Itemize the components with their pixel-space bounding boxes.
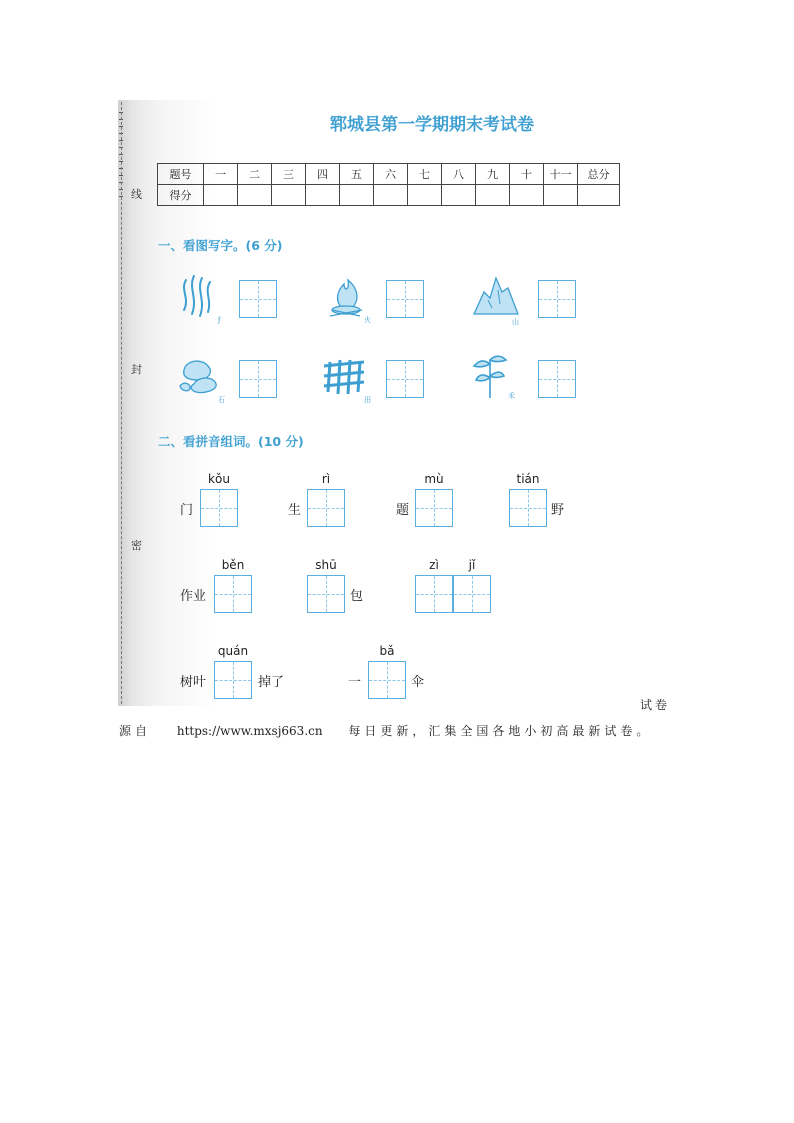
- footer-right-text: 试卷: [640, 698, 671, 712]
- column-header: 十: [510, 164, 544, 185]
- writing-grid[interactable]: [200, 489, 238, 527]
- binding-seal-char: 封: [131, 363, 142, 376]
- word-text: 一: [348, 675, 362, 690]
- score-cell[interactable]: [408, 185, 442, 206]
- source-url[interactable]: https://www.mxsj663.cn: [176, 724, 323, 738]
- writing-grid[interactable]: [538, 360, 576, 398]
- total-label: 总分: [578, 164, 620, 185]
- column-header: 十一: [544, 164, 578, 185]
- pinyin: tián: [516, 472, 540, 486]
- column-header: 五: [340, 164, 374, 185]
- binding-secret-char: 密: [131, 539, 142, 552]
- column-header: 三: [272, 164, 306, 185]
- writing-grid[interactable]: [509, 489, 547, 527]
- svg-text:田: 田: [364, 396, 371, 404]
- writing-grid[interactable]: [307, 575, 345, 613]
- word-text: 题: [396, 503, 410, 518]
- slogan: 每日更新，汇集全国各地小初高最新试卷。: [348, 724, 653, 738]
- svg-text:火: 火: [364, 316, 371, 324]
- score-cell[interactable]: [374, 185, 408, 206]
- word-text: 门: [180, 503, 194, 518]
- writing-grid[interactable]: [214, 661, 252, 699]
- source-label: 源自: [119, 724, 152, 738]
- score-label: 得分: [158, 185, 204, 206]
- writing-grid[interactable]: [307, 489, 345, 527]
- column-header: 八: [442, 164, 476, 185]
- column-header: 六: [374, 164, 408, 185]
- writing-grid[interactable]: [453, 575, 491, 613]
- wind-icon: [174, 270, 232, 328]
- field-icon: [320, 350, 378, 408]
- score-table-header-row: [158, 164, 620, 185]
- section-2-heading: 二、看拼音组词。(10 分): [158, 434, 304, 449]
- word-text: 野: [551, 503, 565, 518]
- seedling-icon: [468, 350, 526, 408]
- score-cell[interactable]: [340, 185, 374, 206]
- score-table-score-row: [158, 185, 620, 206]
- writing-grid[interactable]: [415, 489, 453, 527]
- pinyin: kǒu: [208, 472, 230, 486]
- score-cell[interactable]: [272, 185, 306, 206]
- stone-icon: [174, 350, 232, 408]
- pinyin: bǎ: [379, 644, 395, 658]
- score-cell[interactable]: [442, 185, 476, 206]
- total-score-cell[interactable]: [578, 185, 620, 206]
- score-cell[interactable]: [544, 185, 578, 206]
- pinyin: quán: [217, 644, 249, 658]
- word-text: 生: [288, 503, 302, 518]
- column-header: 二: [238, 164, 272, 185]
- writing-grid[interactable]: [239, 280, 277, 318]
- column-header: 四: [306, 164, 340, 185]
- section-1-heading: 一、看图写字。(6 分): [158, 238, 283, 253]
- binding-line-char: 线: [131, 188, 142, 201]
- score-table: [157, 163, 620, 206]
- score-cell[interactable]: [238, 185, 272, 206]
- column-header: 七: [408, 164, 442, 185]
- mountain-icon: [468, 270, 526, 328]
- binding-dashed-line: [121, 102, 122, 704]
- word-text: 掉了: [258, 675, 285, 690]
- column-header: 九: [476, 164, 510, 185]
- writing-grid[interactable]: [239, 360, 277, 398]
- score-cell[interactable]: [204, 185, 238, 206]
- pinyin: běn: [221, 558, 245, 572]
- svg-text:石: 石: [218, 396, 225, 404]
- score-cell[interactable]: [306, 185, 340, 206]
- pinyin: shū: [315, 558, 337, 572]
- pinyin: jǐ: [468, 558, 476, 572]
- pinyin: rì: [321, 472, 331, 486]
- writing-grid[interactable]: [386, 360, 424, 398]
- pinyin: mù: [424, 472, 444, 486]
- svg-text:ƒ: ƒ: [218, 316, 221, 324]
- score-cell[interactable]: [510, 185, 544, 206]
- score-cell[interactable]: [476, 185, 510, 206]
- word-text: 伞: [411, 675, 425, 690]
- column-header: 一: [204, 164, 238, 185]
- question-number-label: 题号: [158, 164, 204, 185]
- fire-icon: [320, 270, 378, 328]
- footer-source-line: [119, 722, 674, 739]
- word-text: 包: [350, 589, 364, 604]
- writing-grid[interactable]: [368, 661, 406, 699]
- word-text: 作业: [180, 589, 207, 604]
- writing-grid[interactable]: [415, 575, 453, 613]
- pinyin: zì: [429, 558, 439, 572]
- writing-grid[interactable]: [538, 280, 576, 318]
- writing-grid[interactable]: [214, 575, 252, 613]
- writing-grid[interactable]: [386, 280, 424, 318]
- svg-text:山: 山: [512, 318, 519, 326]
- page-title: 郓城县第一学期期末考试卷: [330, 115, 534, 135]
- svg-text:禾: 禾: [508, 392, 515, 400]
- word-text: 树叶: [180, 675, 207, 690]
